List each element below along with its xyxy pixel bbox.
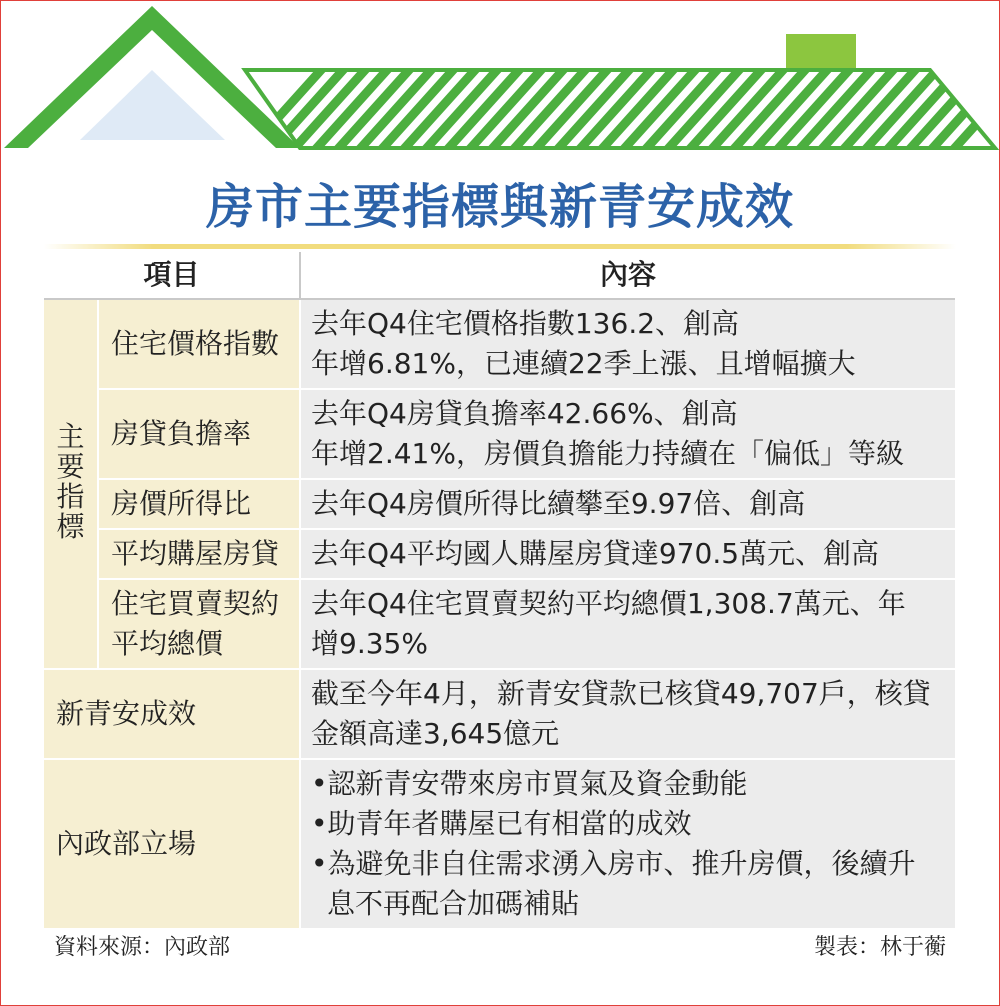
table-row bbox=[44, 669, 955, 759]
content-line: 金額高達3,645億元 bbox=[311, 717, 560, 750]
content-line: 去年Q4住宅價格指數136.2、創高 bbox=[311, 307, 740, 340]
label-line: 平均總價 bbox=[111, 627, 224, 660]
row-label: 房貸負擔率 bbox=[98, 389, 300, 479]
row-content bbox=[300, 389, 955, 479]
bullet-item: •認新青安帶來房市買氣及資金動能 bbox=[311, 767, 748, 800]
title-underline bbox=[44, 244, 956, 249]
house-roof-graphic bbox=[0, 0, 1000, 160]
content-line: 年增6.81%，已連續22季上漲、且增幅擴大 bbox=[311, 347, 856, 380]
content-line: 去年Q4房價所得比續攀至9.97倍、創高 bbox=[311, 487, 806, 520]
row-label: 住宅價格指數 bbox=[98, 299, 300, 389]
content-line: 去年Q4住宅買賣契約平均總價1,308.7萬元、年 bbox=[311, 587, 906, 620]
content-line: 去年Q4房貸負擔率42.66%、創高 bbox=[311, 397, 738, 430]
table-row bbox=[44, 389, 955, 479]
label-line: 住宅買賣契約 bbox=[111, 587, 280, 620]
table-row bbox=[44, 479, 955, 529]
row-label: 平均購屋房貸 bbox=[98, 529, 300, 579]
bullet-item: •助青年者購屋已有相當的成效 bbox=[311, 807, 692, 840]
table-row bbox=[44, 299, 955, 389]
row-content bbox=[300, 299, 955, 389]
row-label bbox=[98, 579, 300, 669]
maker-note: 製表：林于蘅 bbox=[813, 935, 946, 960]
row-content bbox=[300, 479, 955, 529]
row-content bbox=[300, 579, 955, 669]
header-content: 內容 bbox=[300, 252, 955, 299]
stance-content bbox=[300, 759, 955, 929]
header-item: 項目 bbox=[44, 252, 300, 299]
source-note: 資料來源：內政部 bbox=[54, 935, 231, 960]
content-line: 去年Q4平均國人購屋房貸達970.5萬元、創高 bbox=[311, 537, 880, 570]
table-header-row bbox=[44, 252, 955, 299]
page-title: 房市主要指標與新青安成效 bbox=[205, 179, 794, 235]
content-line: 增9.35% bbox=[311, 627, 428, 660]
group-label: 主要指標 bbox=[56, 419, 85, 543]
row-label: 房價所得比 bbox=[98, 479, 300, 529]
row-content bbox=[300, 529, 955, 579]
content-line: 年增2.41%，房價負擔能力持續在「偏低」等級 bbox=[311, 437, 904, 470]
stance-label: 內政部立場 bbox=[44, 759, 300, 929]
bullet-item: •為避免非自住需求湧入房市、推升房價，後續升 bbox=[311, 847, 916, 880]
indicator-table bbox=[44, 252, 955, 930]
effect-content bbox=[300, 669, 955, 759]
content-line: 截至今年4月，新青安貸款已核貸49,707戶，核貸 bbox=[311, 677, 931, 710]
table-row bbox=[44, 529, 955, 579]
table-row bbox=[44, 759, 955, 929]
table-row bbox=[44, 579, 955, 669]
effect-label: 新青安成效 bbox=[44, 669, 300, 759]
bullet-continuation: 息不再配合加碼補貼 bbox=[327, 887, 580, 920]
group-label-cell bbox=[44, 299, 98, 669]
